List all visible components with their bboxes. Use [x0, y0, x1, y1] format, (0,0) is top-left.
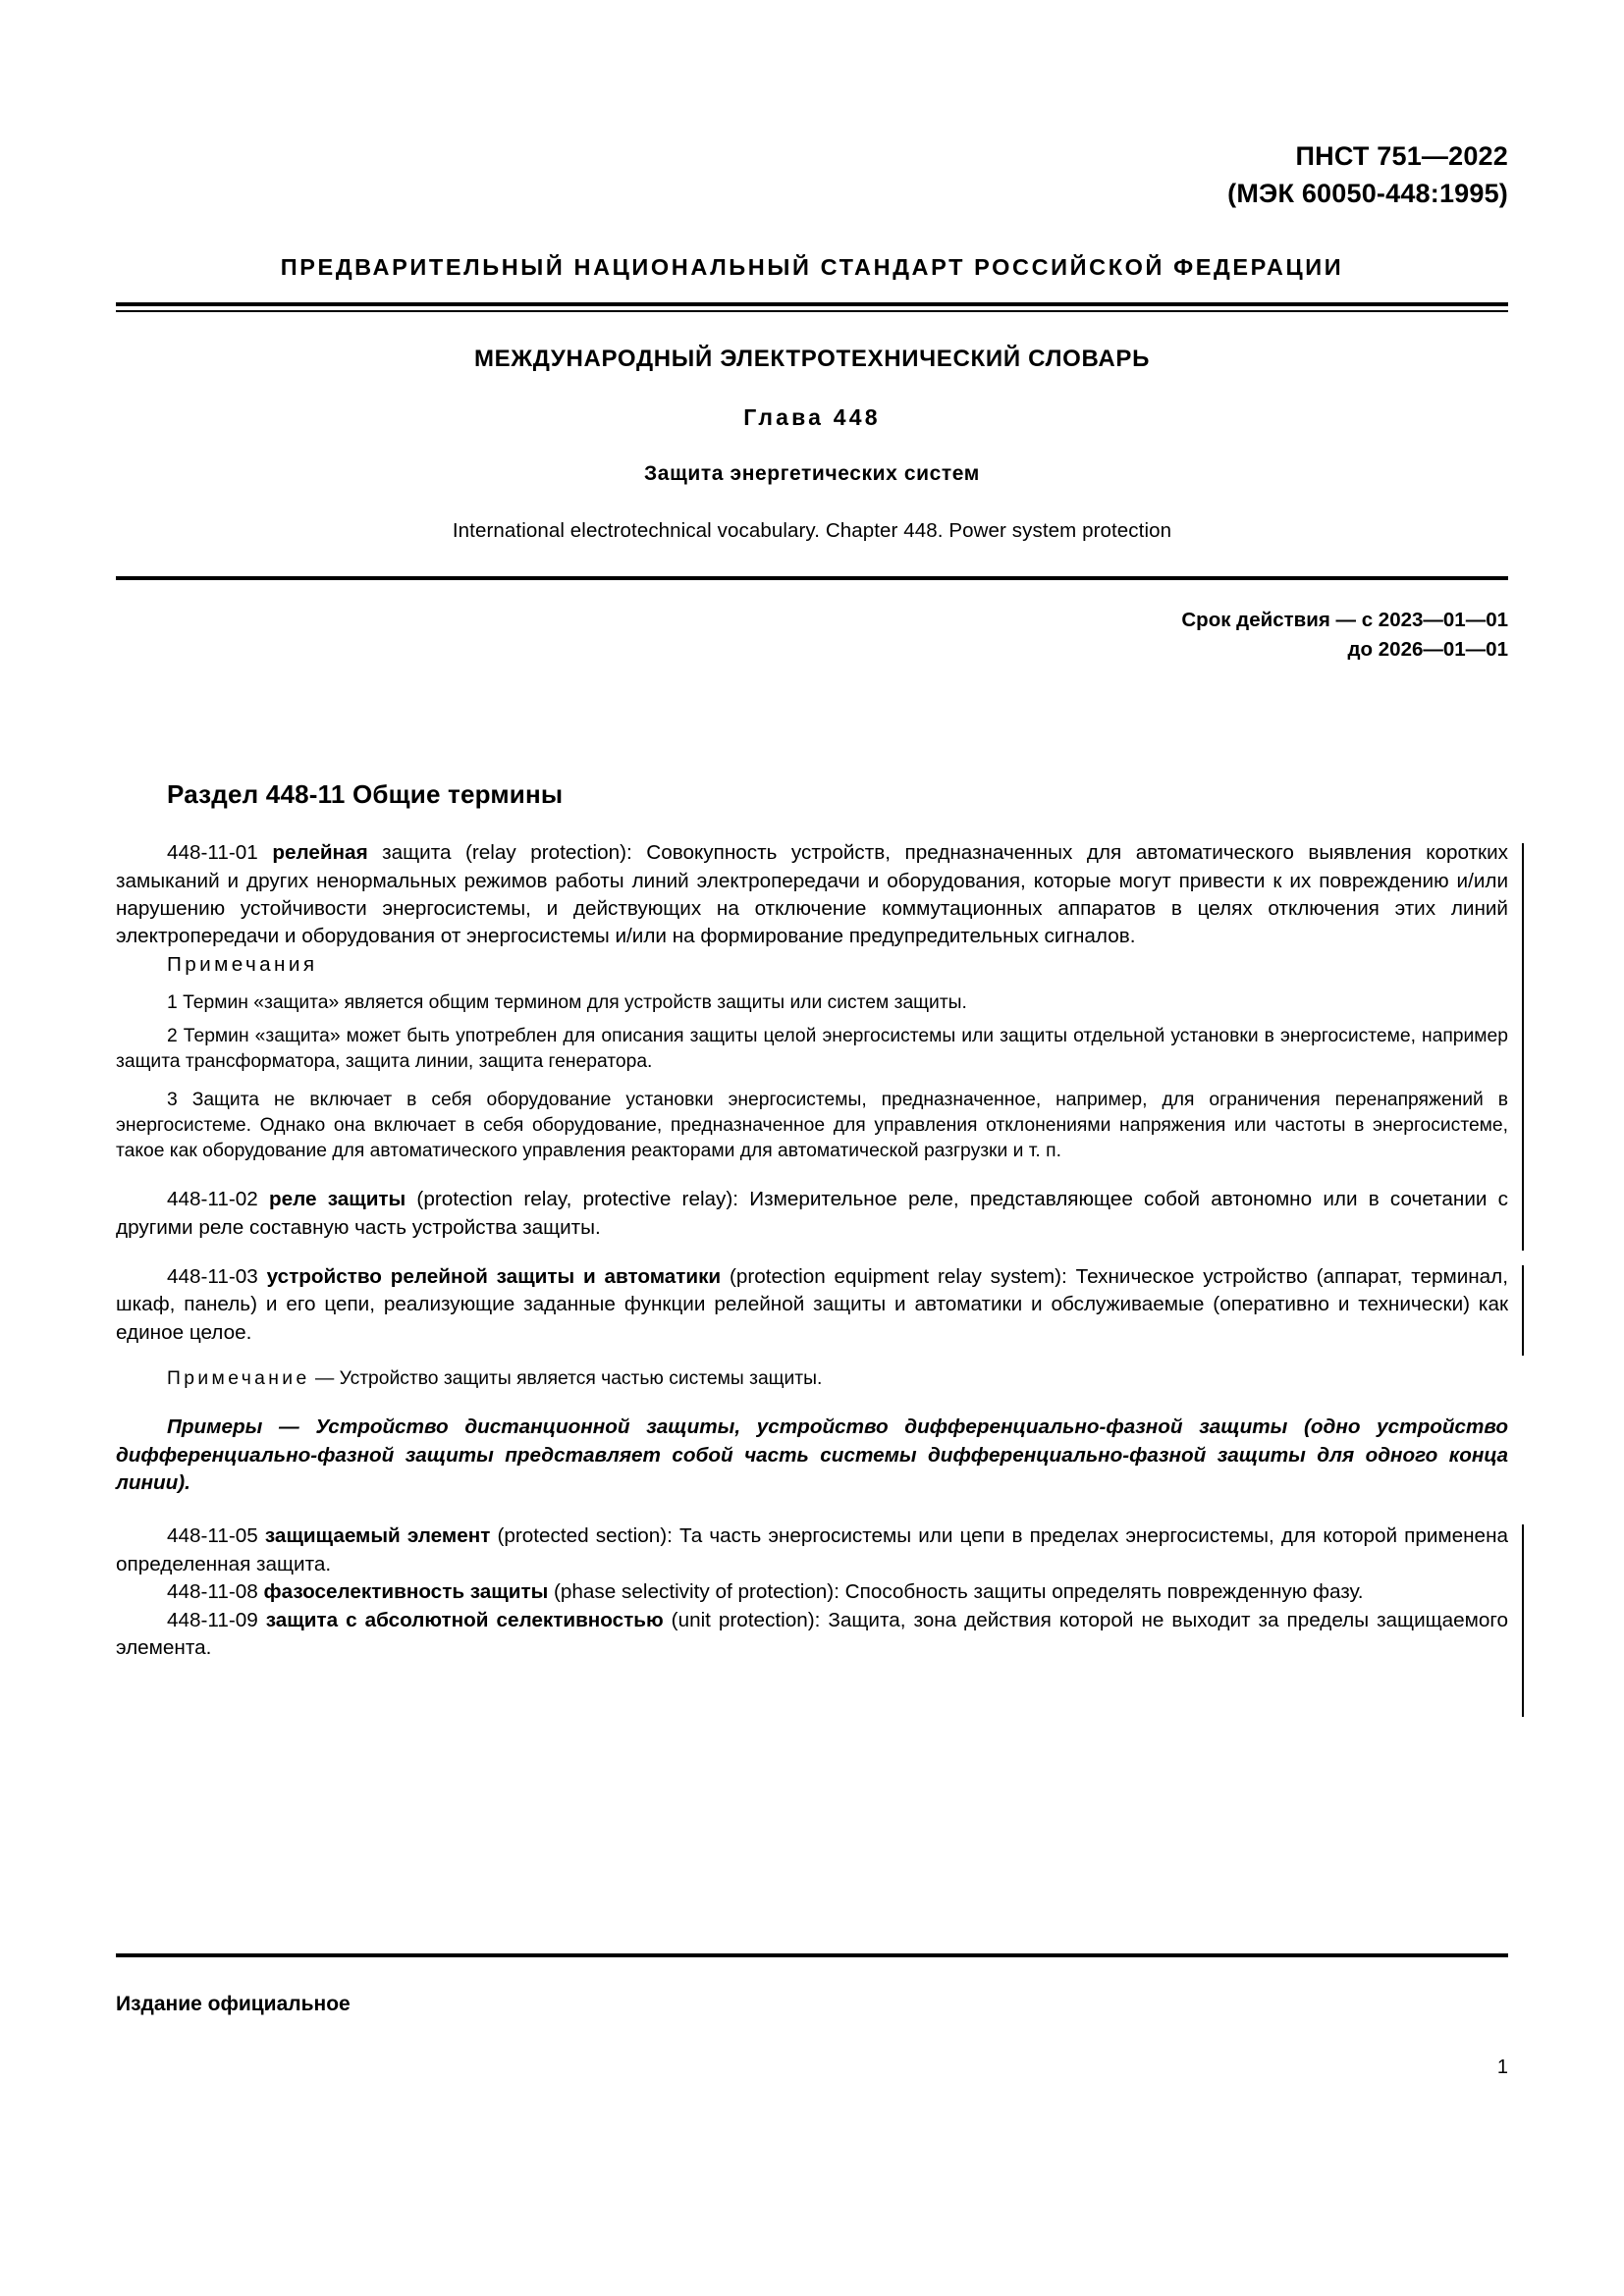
validity-start: Срок действия — с 2023—01—01: [1181, 608, 1508, 631]
validity-end: до 2026—01—01: [1347, 638, 1508, 662]
entry-definition: (phase selectivity of protection): Способность защиты определять поврежденную фазу.: [548, 1580, 1364, 1604]
entry-text: [116, 1522, 1508, 1578]
english-title: International electrotechnical vocabulary. Chapter 448. Power system protection: [452, 518, 1172, 542]
document-code: [116, 137, 1508, 213]
change-bar: [1522, 1524, 1524, 1717]
entry-definition: (protection relay, protective relay): Измерительное реле, представляющее собой автономно или в сочетании с другими реле составную часть устройства защиты.: [116, 1188, 1508, 1239]
entry-definition: защита (relay protection): Совокупность устройств, предназначенных для автоматического выявления коротких замыканий и других ненормальных режимов работы линий электропередачи и оборудования, которые могут привести к их повреждению и/или нарушению устойчивости энергосистемы, и действующих на отключение коммутационных аппаратов в целях отключения этих линий электропередачи и оборудования от энергосистемы и/или на формирование предупредительных сигналов.: [116, 841, 1509, 948]
entry-text: [116, 839, 1508, 950]
note-item: 3 Защита не включает в себя оборудование установки энергосистемы, предназначенное, например, для ограничения перенапряжений в энергосистеме. Однако она включает в себя оборудование, предназначенное для управления отклонениями напряжения или частоты в энергосистеме, такое как оборудование для автоматического управления реакторами для автоматической разгрузки и т. п.: [116, 1089, 1508, 1162]
entry-text: [116, 1263, 1508, 1347]
examples-448-11-03: [116, 1414, 1508, 1497]
notes-448-11-01: [116, 951, 1508, 1165]
validity-block: [116, 606, 1508, 667]
entry-term: защита с абсолютной селективностью: [265, 1608, 664, 1631]
entry-term: защищаемый элемент: [264, 1524, 491, 1548]
entry-448-11-02: [116, 1186, 1508, 1242]
header-divider-top-thin: [116, 310, 1508, 312]
footer-official-note: Издание официальное: [116, 1993, 351, 2015]
entry-term: релейная: [272, 841, 368, 865]
page-number: 1: [1496, 2056, 1508, 2078]
header-divider-bottom: [116, 576, 1508, 580]
entry-number: 448-11-01: [167, 841, 273, 865]
note-body: — Устройство защиты является частью системы защиты.: [309, 1368, 823, 1390]
entry-term: реле защиты: [269, 1188, 406, 1211]
note-item: 1 Термин «защита» является общим термином для устройств защиты или систем защиты.: [167, 991, 967, 1013]
entry-term: фазоселективность защиты: [263, 1580, 549, 1604]
chapter-subject: Защита энергетических систем: [644, 461, 980, 485]
page-content: [116, 0, 1508, 2296]
document-code-line2: (МЭК 60050-448:1995): [1227, 179, 1508, 209]
section-heading: Раздел 448-11 Общие термины: [167, 779, 564, 810]
notes-heading: Примечания: [167, 952, 318, 976]
entry-number: 448-11-09: [167, 1608, 266, 1631]
entry-number: 448-11-02: [167, 1188, 269, 1211]
note-text: [116, 1366, 1508, 1392]
entry-definition: (protection equipment relay system): Техническое устройство (аппарат, терминал, шкаф, панель) и его цепи, реализующие заданные функции релейной защиты и автоматики и обслуживаемые (оперативно и технически) как единое целое.: [116, 1265, 1508, 1344]
entry-term: устройство релейной защиты и автоматики: [266, 1265, 722, 1289]
document-code-line1: ПНСТ 751—2022: [1295, 141, 1508, 171]
entry-number: 448-11-05: [167, 1524, 265, 1548]
title-block: [116, 346, 1508, 543]
entry-448-11-05: [116, 1522, 1508, 1662]
note-448-11-03: [116, 1366, 1508, 1392]
entry-number: 448-11-08: [167, 1580, 264, 1604]
change-bar: [1522, 1188, 1524, 1251]
entry-text: [116, 1607, 1508, 1663]
change-bar: [1522, 1265, 1524, 1356]
footer-divider: [116, 1953, 1508, 1957]
chapter-label: Глава 448: [743, 403, 881, 430]
note-item: 2 Термин «защита» может быть употреблен для описания защиты целой энергосистемы или защиты отдельной установки в энергосистеме, например защита трансформатора, защита линии, защита генератора.: [116, 1026, 1508, 1073]
entry-definition: (unit protection): Защита, зона действия которой не выходит за пределы защищаемого элемента.: [116, 1608, 1508, 1659]
entry-text: [116, 1578, 1508, 1606]
vocabulary-title: МЕЖДУНАРОДНЫЙ ЭЛЕКТРОТЕХНИЧЕСКИЙ СЛОВАРЬ: [473, 345, 1151, 372]
entry-448-11-03: [116, 1263, 1508, 1347]
entry-text: [116, 1186, 1508, 1242]
standard-kind-title: ПРЕДВАРИТЕЛЬНЫЙ НАЦИОНАЛЬНЫЙ СТАНДАРТ РОССИЙСКОЙ ФЕДЕРАЦИИ: [280, 253, 1344, 280]
entry-448-11-01: [116, 839, 1508, 950]
entry-definition: (protected section): Та часть энергосистемы или цепи в пределах энергосистемы, для которой применена определенная защита.: [116, 1524, 1508, 1575]
entry-number: 448-11-03: [167, 1265, 267, 1289]
note-label: Примечание: [167, 1368, 310, 1390]
examples-text: Примеры — Устройство дистанционной защиты, устройство дифференциально-фазной защиты (одно устройство дифференциально-фазной защиты представляет собой часть системы дифференциально-фазной защиты для одного конца линии).: [116, 1415, 1508, 1495]
